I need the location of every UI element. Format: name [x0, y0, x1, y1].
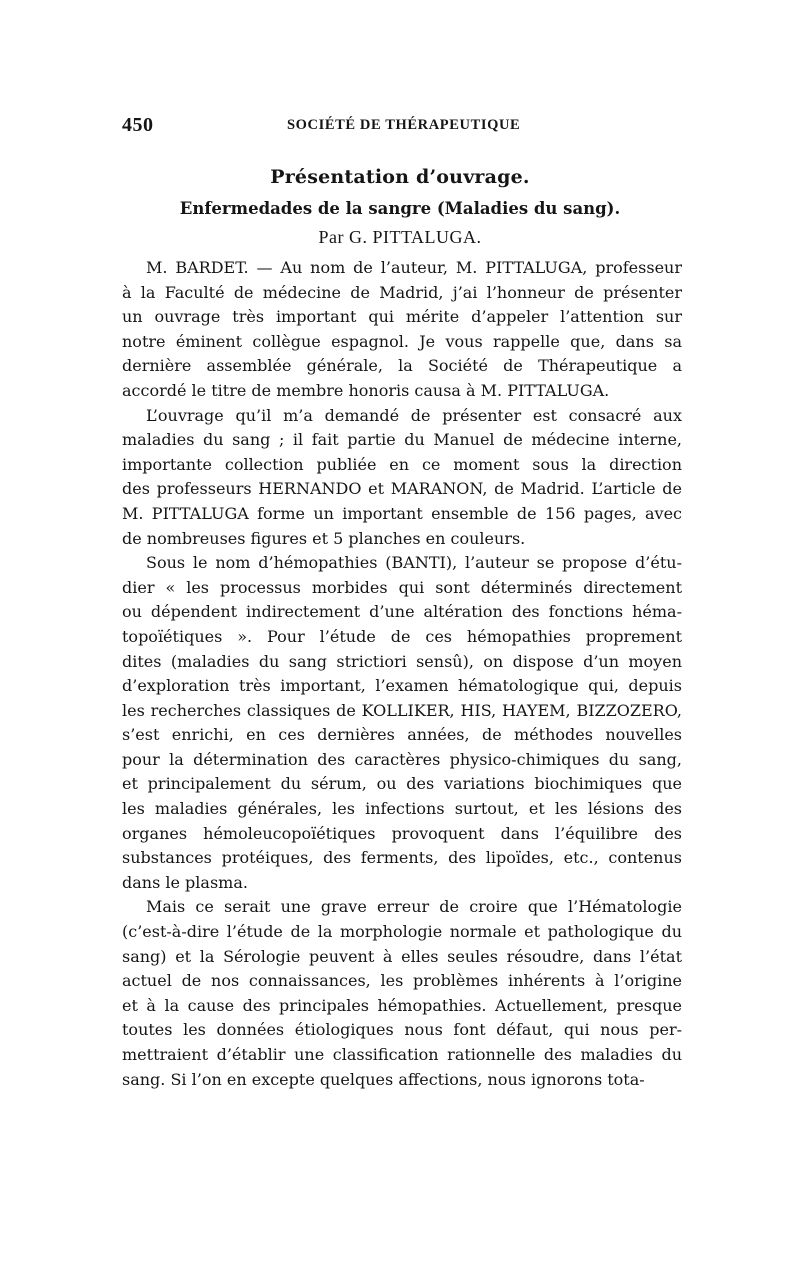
- text-line: les maladies générales, les infections surtout, et les lésions des: [122, 799, 682, 819]
- paragraph: [122, 256, 682, 404]
- page-number: 450: [122, 114, 154, 136]
- text-line: des professeurs HERNANDO et MARANON, de Madrid. L’article de: [122, 479, 682, 499]
- text-line: M. PITTALUGA forme un important ensemble de 156 pages, avec: [122, 503, 682, 523]
- text-line: dernière assemblée générale, la Société de Thérapeutique a: [122, 356, 682, 376]
- text-line: (c’est-à-dire l’étude de la morphologie normale et pathologique du: [122, 922, 682, 942]
- text-line: Mais ce serait une grave erreur de croire que l’Hématologie: [146, 897, 682, 917]
- text-line: de nombreuses figures et 5 planches en couleurs.: [122, 528, 526, 548]
- text-line: un ouvrage très important qui mérite d’appeler l’attention sur: [122, 307, 682, 327]
- text-line: importante collection publiée en ce moment sous la direction: [122, 454, 682, 474]
- paragraph: [122, 404, 682, 552]
- running-title: SOCIÉTÉ DE THÉRAPEUTIQUE: [287, 117, 521, 133]
- text-line: organes hémoleucopoïétiques provoquent dans l’équilibre des: [122, 823, 682, 843]
- text-line: dans le plasma.: [122, 872, 248, 892]
- text-line: et principalement du sérum, ou des variations biochimiques que: [122, 774, 682, 794]
- text-line: substances protéiques, des ferments, des lipoïdes, etc., contenus: [122, 848, 682, 868]
- paragraph: [122, 551, 682, 895]
- text-line: maladies du sang ; il fait partie du Manuel de médecine interne,: [122, 430, 682, 450]
- paragraph: [122, 895, 682, 1092]
- text-line: dites (maladies du sang strictiori sensû), on dispose d’un moyen: [122, 651, 682, 671]
- body-text: [122, 256, 682, 1092]
- running-header: [122, 114, 682, 144]
- work-author: Par G. PITTALUGA.: [318, 227, 482, 247]
- text-line: à la Faculté de médecine de Madrid, j’ai l’honneur de présenter: [122, 282, 682, 302]
- text-line: s’est enrichi, en ces dernières années, de méthodes nouvelles: [122, 725, 682, 745]
- text-line: M. BARDET. — Au nom de l’auteur, M. PITTALUGA, professeur: [146, 258, 682, 277]
- text-line: notre éminent collègue espagnol. Je vous rappelle que, dans sa: [122, 331, 682, 351]
- text-line: topoïétiques ». Pour l’étude de ces hémopathies proprement: [122, 626, 682, 646]
- text-line: les recherches classiques de KOLLIKER, HIS, HAYEM, BIZZOZERO,: [122, 700, 682, 720]
- work-title: Enfermedades de la sangre (Maladies du sang).: [179, 199, 621, 218]
- text-line: ou dépendent indirectement d’une altération des fonctions héma-: [122, 602, 682, 622]
- text-line: et à la cause des principales hémopathies. Actuellement, presque: [122, 995, 682, 1015]
- text-line: sang) et la Sérologie peuvent à elles seules résoudre, dans l’état: [122, 946, 682, 966]
- text-line: accordé le titre de membre honoris causa à M. PITTALUGA.: [122, 380, 610, 400]
- text-line: L’ouvrage qu’il m’a demandé de présenter est consacré aux: [146, 405, 682, 425]
- text-line: mettraient d’établir une classification rationnelle des maladies du: [122, 1045, 682, 1064]
- text-line: pour la détermination des caractères physico-chimiques du sang,: [122, 749, 682, 769]
- section-heading: Présentation d’ouvrage.: [270, 166, 530, 188]
- text-line: toutes les données étiologiques nous font défaut, qui nous per-: [122, 1020, 682, 1040]
- text-line: d’exploration très important, l’examen hématologique qui, depuis: [122, 676, 682, 696]
- text-line: sang. Si l’on en excepte quelques affections, nous ignorons tota-: [122, 1069, 645, 1089]
- text-line: Sous le nom d’hémopathies (BANTI), l’auteur se propose d’étu-: [146, 553, 682, 573]
- text-line: dier « les processus morbides qui sont déterminés directement: [122, 577, 682, 597]
- text-line: actuel de nos connaissances, les problèmes inhérents à l’origine: [122, 971, 682, 991]
